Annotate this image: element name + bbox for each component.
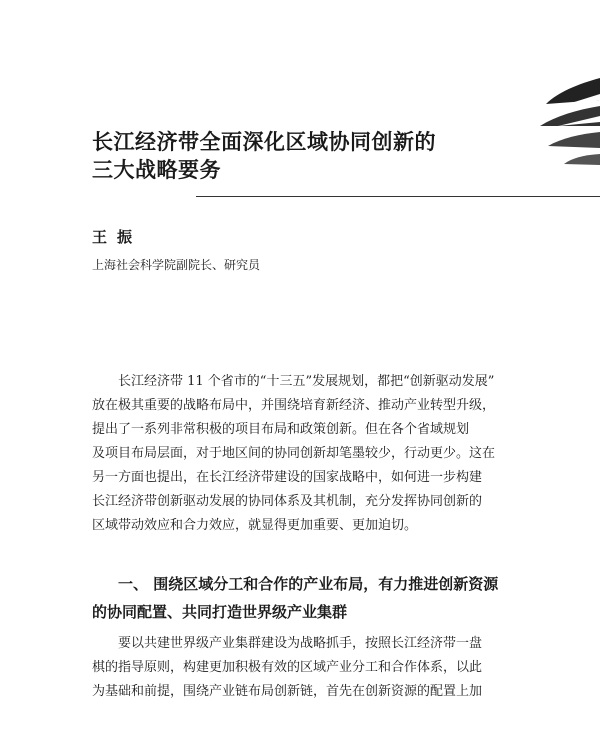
- paragraph-line: 及项目布局层面，对于地区间的协同创新却笔墨较少，行动更少。这在: [92, 446, 496, 461]
- paragraph-line: 为基础和前提，围绕产业链布局创新链，首先在创新资源的配置上加: [92, 684, 483, 699]
- intro-paragraph: [92, 370, 510, 538]
- section-1-paragraph: [92, 632, 510, 704]
- paragraph-line: 另一方面也提出，在长江经济带建设的国家战略中，如何进一步构建: [92, 470, 483, 485]
- paragraph-line: 区域带动效应和合力效应，就显得更加重要、更加迫切。: [92, 518, 418, 533]
- author-affiliation: 上海社会科学院副院长、研究员: [92, 258, 261, 272]
- section-heading-line: 的协同配置、共同打造世界级产业集群: [92, 603, 348, 621]
- paragraph-line: 长江经济带创新驱动发展的协同体系及其机制，充分发挥协同创新的: [92, 494, 483, 509]
- title-divider: [196, 196, 600, 197]
- corner-emblem-icon: [528, 70, 600, 170]
- paragraph-line: 长江经济带 11 个省市的“十三五”发展规划，都把“创新驱动发展”: [118, 374, 495, 389]
- paragraph-line: 棋的指导原则，构建更加积极有效的区域产业分工和合作体系，以此: [92, 660, 483, 675]
- section-heading-line: 一、 围绕区域分工和合作的产业布局，有力推进创新资源: [118, 575, 499, 593]
- title-line-2: 三大战略要务: [92, 157, 221, 182]
- title-line-1: 长江经济带全面深化区域协同创新的: [92, 129, 436, 154]
- paragraph-line: 要以共建世界级产业集群建设为战略抓手，按照长江经济带一盘: [118, 636, 483, 651]
- article-title: [92, 128, 436, 184]
- section-heading-1: [92, 570, 512, 626]
- paragraph-line: 放在极其重要的战略布局中，并围绕培育新经济、推动产业转型升级，: [92, 398, 496, 413]
- paragraph-line: 提出了一系列非常积极的项目布局和政策创新。但在各个省域规划: [92, 422, 470, 437]
- author-name: 王振: [92, 228, 143, 246]
